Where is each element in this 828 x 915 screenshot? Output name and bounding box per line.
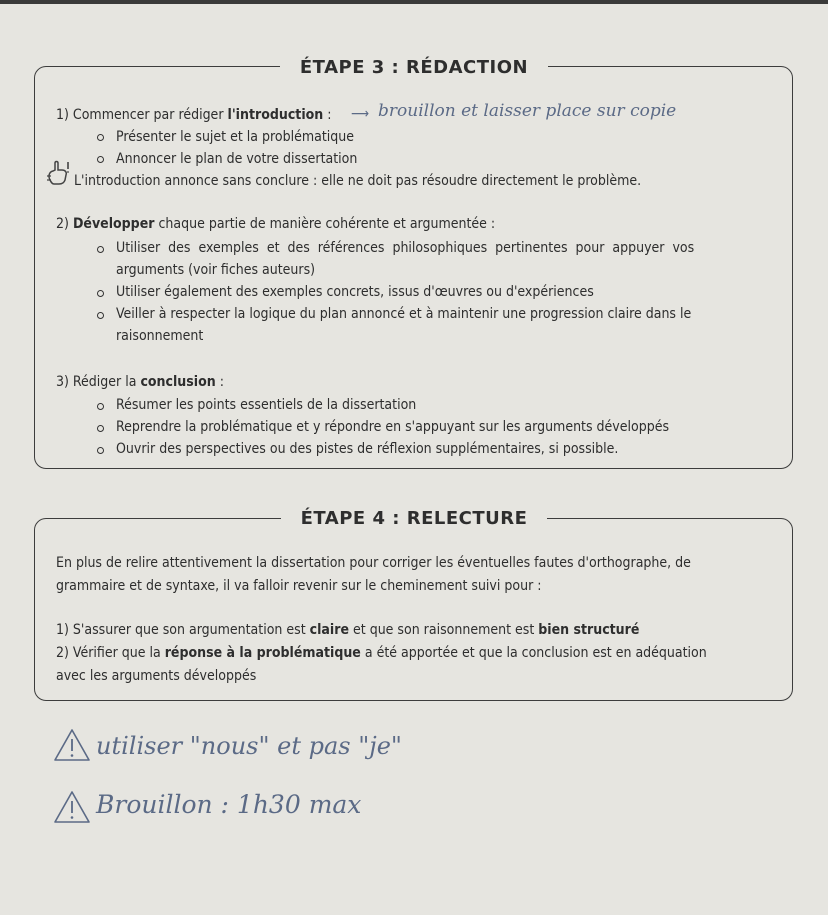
- arrow-handnote-icon: ⟶: [351, 106, 370, 122]
- handwritten-note-1: utiliser "nous" et pas "je": [96, 732, 402, 760]
- step4-item-1: 1) S'assurer que son argumentation est claire et que son raisonnement est bien structuré: [56, 622, 640, 638]
- step3-p3-bullet-2: Reprendre la problématique et y répondre en s'appuyant sur les arguments développés: [116, 419, 670, 435]
- step3-p2: 2) Développer chaque partie de manière cohérente et argumentée :: [56, 216, 496, 232]
- step4-intro-line2: grammaire et de syntaxe, il va falloir revenir sur le cheminement suivi pour :: [56, 578, 542, 594]
- bullet: [97, 425, 104, 432]
- warning-icon: [52, 727, 92, 767]
- step3-p1-handnote: brouillon et laisser place sur copie: [378, 101, 677, 121]
- step3-p2-bullet-2: Utiliser également des exemples concrets, issus d'œuvres ou d'expériences: [116, 284, 594, 300]
- warning-icon: [52, 789, 92, 829]
- step4-item-2-line2: avec les arguments développés: [56, 668, 257, 684]
- bullet: [97, 156, 104, 163]
- step3-p3-bullet-3: Ouvrir des perspectives ou des pistes de réflexion supplémentaires, si possible.: [116, 441, 619, 457]
- step3-p1-bullet-2: Annoncer le plan de votre dissertation: [116, 151, 358, 167]
- handwritten-note-2: Brouillon : 1h30 max: [96, 790, 362, 819]
- step4-title: ÉTAPE 4 : RELECTURE: [0, 508, 828, 529]
- bullet: [97, 134, 104, 141]
- step3-p1-bullet-1: Présenter le sujet et la problématique: [116, 129, 354, 145]
- bullet: [97, 447, 104, 454]
- step3-p2-bullet-1-line2: arguments (voir fiches auteurs): [116, 262, 316, 278]
- step3-p3-bullet-1: Résumer les points essentiels de la dissertation: [116, 397, 417, 413]
- step3-p3: 3) Rédiger la conclusion :: [56, 374, 224, 390]
- bullet: [97, 312, 104, 319]
- step3-p1: 1) Commencer par rédiger l'introduction :: [56, 107, 332, 123]
- step3-p2-bullet-3-line2: raisonnement: [116, 328, 204, 344]
- step4-item-2: 2) Vérifier que la réponse à la problématique a été apportée et que la conclusion est en adéquation: [56, 645, 707, 661]
- pointing-hand-icon: [44, 158, 74, 192]
- step4-intro-line1: En plus de relire attentivement la dissertation pour corriger les éventuelles fautes d'orthographe, de: [56, 555, 691, 571]
- top-edge: [0, 0, 828, 4]
- step3-p2-bullet-1-line1: Utiliser des exemples et des références philosophiques pertinentes pour appuyer vos: [116, 240, 695, 256]
- bullet: [97, 246, 104, 253]
- step3-p2-bullet-3-line1: Veiller à respecter la logique du plan annoncé et à maintenir une progression claire dans le: [116, 306, 692, 322]
- bullet: [97, 290, 104, 297]
- step3-title: ÉTAPE 3 : RÉDACTION: [0, 57, 828, 78]
- step3-p1-note: L'introduction annonce sans conclure : elle ne doit pas résoudre directement le problème.: [74, 173, 642, 189]
- bullet: [97, 403, 104, 410]
